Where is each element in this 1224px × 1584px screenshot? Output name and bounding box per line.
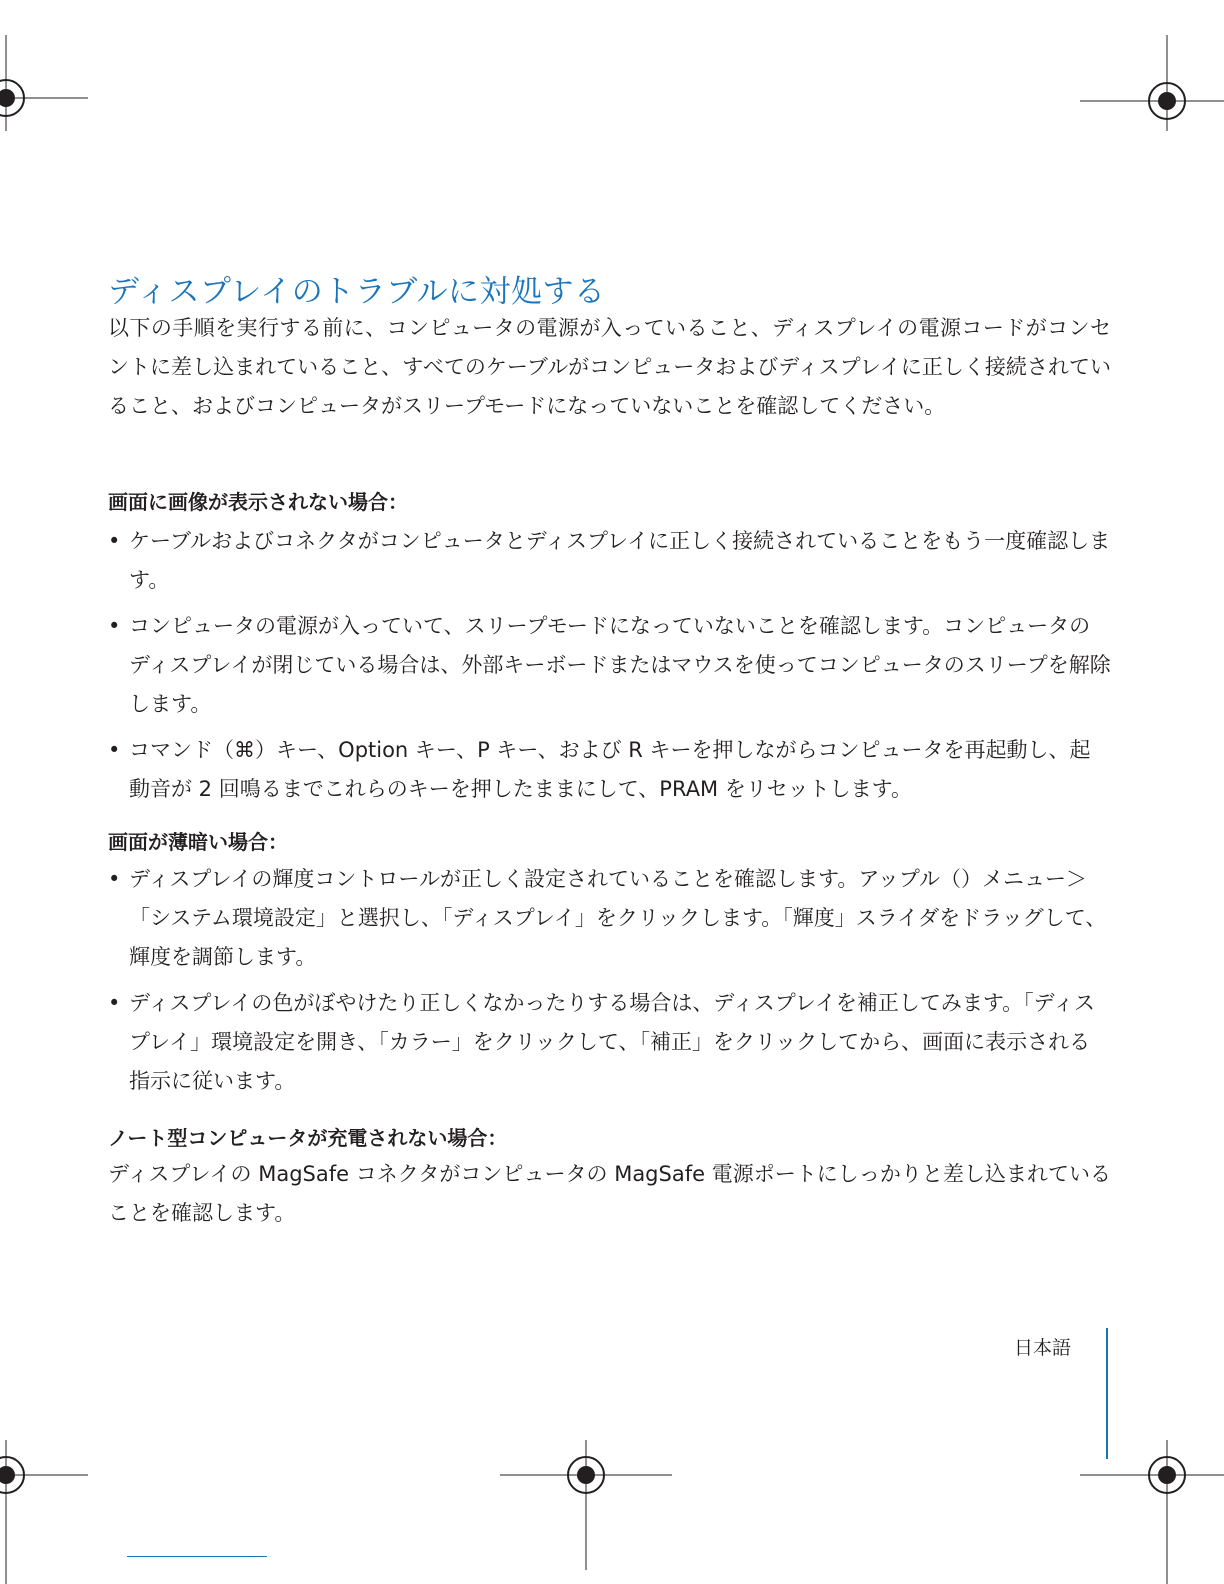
no-image-list	[108, 522, 1111, 809]
footer-language-label: 日本語	[1014, 1337, 1072, 1359]
bottom-rule	[127, 1556, 267, 1557]
registration-mark-top-right	[1080, 35, 1224, 165]
dim-heading: 画面が薄暗い場合：	[108, 830, 288, 854]
list-item: • ケーブルおよびコネクタがコンピュータとディスプレイに正しく接続されていることをもう一度確認します。	[108, 522, 1111, 600]
list-item: • ディスプレイの輝度コントロールが正しく設定されていることを確認します。アップル（）メニュー＞「システム環境設定」と選択し、「ディスプレイ」をクリックします。「輝度」スライダをドラッグして、輝度を調節します。	[108, 860, 1111, 977]
dim-list	[108, 860, 1111, 1101]
list-item: • コンピュータの電源が入っていて、スリープモードになっていないことを確認します。コンピュータのディスプレイが閉じている場合は、外部キーボードまたはマウスを使ってコンピュータのスリープを解除します。	[108, 607, 1111, 724]
charge-section	[108, 1155, 1111, 1233]
charge-heading: ノート型コンピュータが充電されない場合：	[108, 1126, 508, 1150]
registration-mark-bottom-left	[0, 1440, 90, 1584]
registration-mark-bottom-center	[500, 1440, 672, 1584]
no-image-heading: 画面に画像が表示されない場合：	[108, 490, 408, 514]
footer-rule	[1106, 1328, 1108, 1459]
registration-mark-bottom-right	[1080, 1440, 1224, 1584]
list-item: • コマンド（⌘）キー、Option キー、P キー、および R キーを押しながらコンピュータを再起動し、起動音が 2 回鳴るまでこれらのキーを押したままにして、PRAM をリセットします。	[108, 731, 1111, 809]
dim-section	[108, 860, 1111, 1108]
intro-block	[108, 309, 1111, 426]
no-image-section	[108, 522, 1111, 816]
intro-paragraph: 以下の手順を実行する前に、コンピュータの電源が入っていること、ディスプレイの電源コードがコンセントに差し込まれていること、すべてのケーブルがコンピュータおよびディスプレイに正しく接続されていること、およびコンピュータがスリープモードになっていないことを確認してください。	[108, 316, 1111, 418]
charge-paragraph: ディスプレイの MagSafe コネクタがコンピュータの MagSafe 電源ポートにしっかりと差し込まれていることを確認します。	[108, 1162, 1111, 1225]
registration-mark-top-left	[0, 35, 90, 165]
page-title: ディスプレイのトラブルに対処する	[108, 274, 606, 310]
list-item: • ディスプレイの色がぼやけたり正しくなかったりする場合は、ディスプレイを補正してみます。「ディスプレイ」環境設定を開き、「カラー」をクリックして、「補正」をクリックしてから、画面に表示される指示に従います。	[108, 984, 1111, 1101]
